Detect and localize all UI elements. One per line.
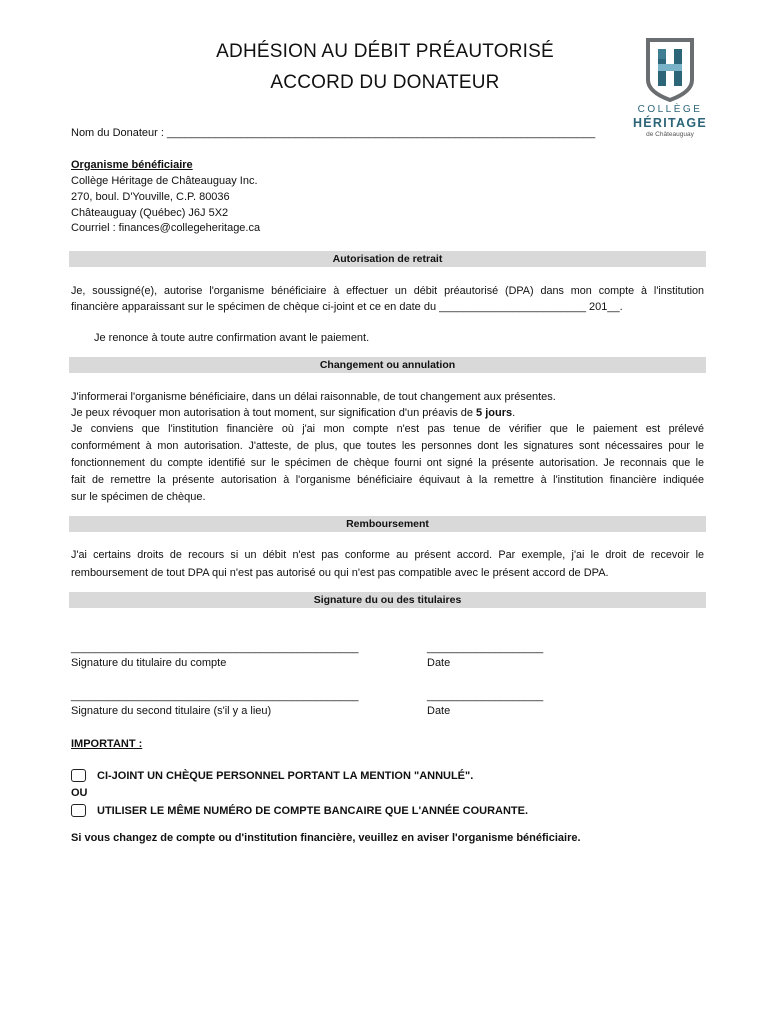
remboursement-line-1: J'ai certains droits de recours si un débit n'est pas conforme au présent accord. Par exemple, j'ai le droit de recevoir le <box>71 549 704 561</box>
college-heritage-shield-logo-icon <box>642 36 698 102</box>
changement-line-6: fait de remettre la présente autorisation à l'organisme bénéficiaire équivaut à la remettre à l'institution financière indiquée <box>71 474 704 486</box>
changement-line-2: Je peux révoquer mon autorisation à tout moment, sur signification d'un préavis de 5 jours. <box>71 407 516 419</box>
remboursement-line-2: remboursement de tout DPA qui n'est pas autorisé ou qui n'est pas compatible avec le présent accord de DPA. <box>71 567 609 579</box>
changement-line-1: J'informerai l'organisme bénéficiaire, dans un délai raisonnable, de tout changement aux présentes. <box>71 391 556 403</box>
autorisation-line-3: Je renonce à toute autre confirmation avant le paiement. <box>94 332 370 344</box>
title-line-2: ACCORD DU DONATEUR <box>270 72 500 93</box>
important-note: Si vous changez de compte ou d'institution financière, veuillez en aviser l'organisme bénéficiaire. <box>71 832 581 844</box>
checkbox-cheque-annule[interactable] <box>71 769 86 782</box>
changement-line-5: fonctionnement du compte identifié sur le spécimen de chèque fourni ont signé la présente autorisation. Je reconnais que le <box>71 457 704 469</box>
signature-label-second: Signature du second titulaire (s'il y a lieu) <box>71 705 272 717</box>
section-autorisation: Autorisation de retrait <box>69 251 706 267</box>
date-line-titulaire[interactable]: ___________________ <box>427 642 544 654</box>
title-line-1: ADHÉSION AU DÉBIT PRÉAUTORISÉ <box>216 41 554 62</box>
logo-text-heritage: HÉRITAGE <box>632 116 708 130</box>
section-signature: Signature du ou des titulaires <box>69 592 706 608</box>
signature-label-titulaire: Signature du titulaire du compte <box>71 657 227 669</box>
option-meme-compte: UTILISER LE MÊME NUMÉRO DE COMPTE BANCAIRE QUE L'ANNÉE COURANTE. <box>97 805 529 817</box>
autorisation-line-2[interactable]: financière apparaissant sur le spécimen de chèque ci-joint et ce en date du ________________________ 201__. <box>71 301 623 313</box>
donor-name-field[interactable]: Nom du Donateur : ______________________________________________________________________ <box>71 127 596 139</box>
logo-text-college: COLLÈGE <box>637 104 703 115</box>
section-changement: Changement ou annulation <box>69 357 706 373</box>
changement-line-7: sur le spécimen de chèque. <box>71 491 206 503</box>
date-line-second[interactable]: ___________________ <box>427 690 544 702</box>
beneficiary-address-1: 270, boul. D'Youville, C.P. 80036 <box>71 191 230 203</box>
option-or: OU <box>71 787 88 799</box>
section-remboursement: Remboursement <box>69 516 706 532</box>
beneficiary-email: Courriel : finances@collegeheritage.ca <box>71 222 261 234</box>
autorisation-line-1: Je, soussigné(e), autorise l'organisme bénéficiaire à effectuer un débit préautorisé (DPA) dans mon compte à l'institution <box>71 285 704 297</box>
beneficiary-heading: Organisme bénéficiaire <box>71 159 193 171</box>
signature-line-titulaire[interactable]: _______________________________________________ <box>71 642 359 654</box>
beneficiary-name: Collège Héritage de Châteauguay Inc. <box>71 175 258 187</box>
signature-line-second[interactable]: _______________________________________________ <box>71 690 359 702</box>
logo-text-chateauguay: de Châteauguay <box>646 131 694 138</box>
checkbox-meme-compte[interactable] <box>71 804 86 817</box>
college-logo <box>630 36 710 140</box>
changement-line-3: Je conviens que l'institution financière où j'ai mon compte n'est pas tenue de vérifier que le paiement est prélevé <box>71 423 704 435</box>
changement-line-4: conformément à mon autorisation. J'atteste, de plus, que toutes les personnes dont les signatures sont nécessaires pour le <box>71 440 704 452</box>
option-cheque-annule: CI-JOINT UN CHÈQUE PERSONNEL PORTANT LA MENTION "ANNULÉ". <box>97 770 474 782</box>
beneficiary-address-2: Châteauguay (Québec) J6J 5X2 <box>71 207 229 219</box>
important-heading: IMPORTANT : <box>71 738 143 750</box>
date-label-titulaire: Date <box>427 657 451 669</box>
date-label-second: Date <box>427 705 451 717</box>
